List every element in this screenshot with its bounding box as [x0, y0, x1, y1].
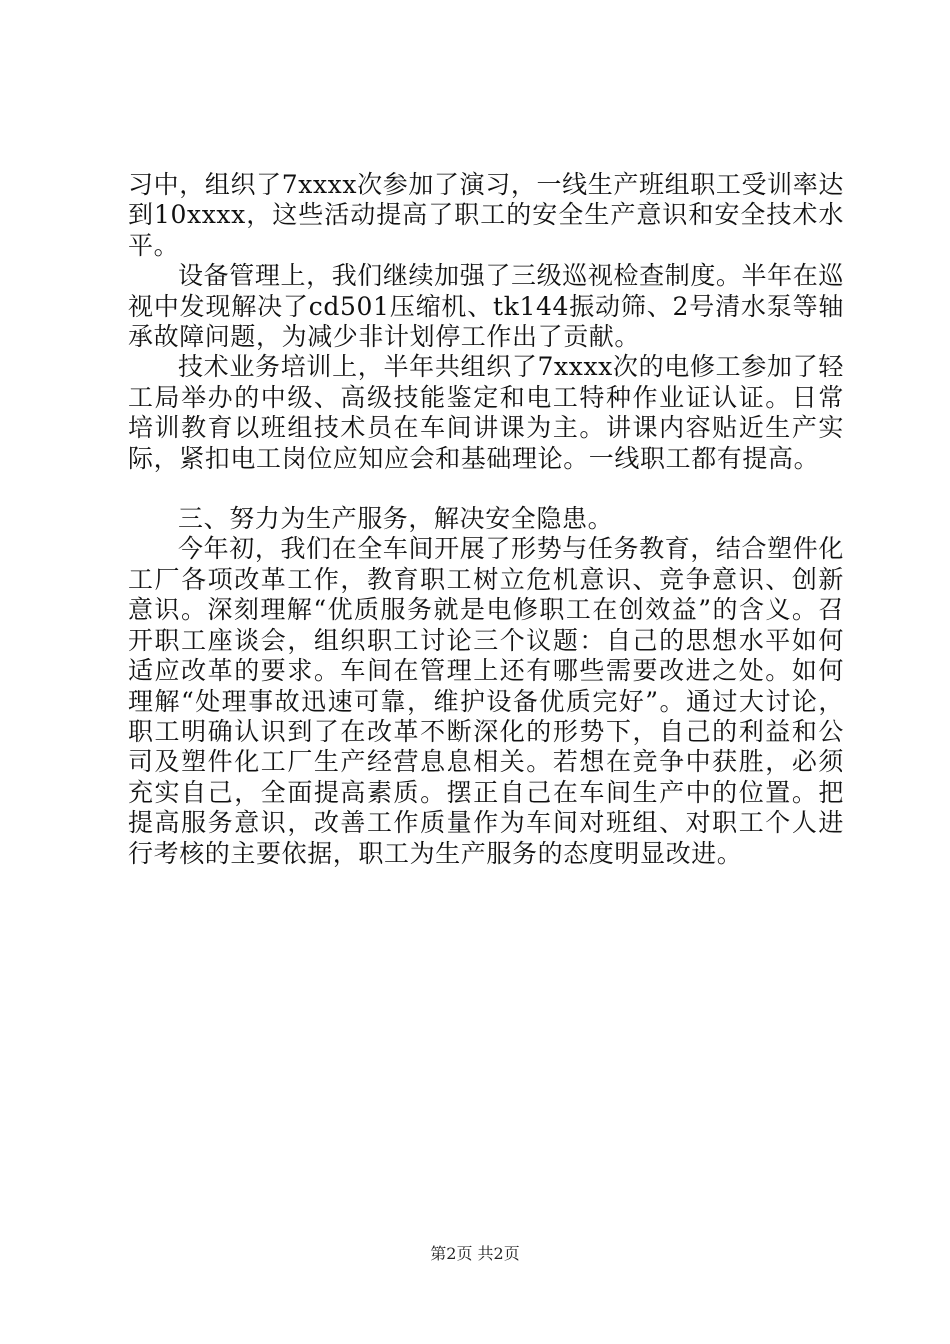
paragraph-continued: 习中，组织了7xxxx次参加了演习，一线生产班组职工受训率达到10xxxx，这些活动提高了职工的安全生产意识和安全技术水平。	[128, 170, 844, 260]
paragraph-equipment-management: 设备管理上，我们继续加强了三级巡视检查制度。半年在巡视中发现解决了cd501压缩机、tk144振动筛、2号清水泵等轴承故障问题，为减少非计划停工作出了贡献。	[128, 261, 844, 352]
paragraph-service-education: 今年初，我们在全车间开展了形势与任务教育，结合塑件化工厂各项改革工作，教育职工树立危机意识、竞争意识、创新意识。深刻理解“优质服务就是电修职工在创效益”的含义。召开职工座谈会，组织职工讨论三个议题：自己的思想水平如何适应改革的要求。车间在管理上还有哪些需要改进之处。如何理解“处理事故迅速可靠，维护设备优质完好”。通过大讨论，职工明确认识到了在改革不断深化的形势下，自己的利益和公司及塑件化工厂生产经营息息相关。若想在竞争中获胜，必须充实自己，全面提高素质。摆正自己在车间生产中的位置。把提高服务意识，改善工作质量作为车间对班组、对职工个人进行考核的主要依据，职工为生产服务的态度明显改进。	[128, 534, 844, 868]
page-footer: 第2页 共2页	[430, 1244, 520, 1263]
paragraph-technical-training: 技术业务培训上，半年共组织了7xxxx次的电修工参加了轻工局举办的中级、高级技能鉴定和电工特种作业证认证。日常培训教育以班组技术员在车间讲课为主。讲课内容贴近生产实际，紧扣电工岗位应知应会和基础理论。一线职工都有提高。	[128, 352, 844, 473]
section-heading: 三、努力为生产服务，解决安全隐患。	[178, 504, 614, 534]
document-body	[128, 170, 844, 869]
